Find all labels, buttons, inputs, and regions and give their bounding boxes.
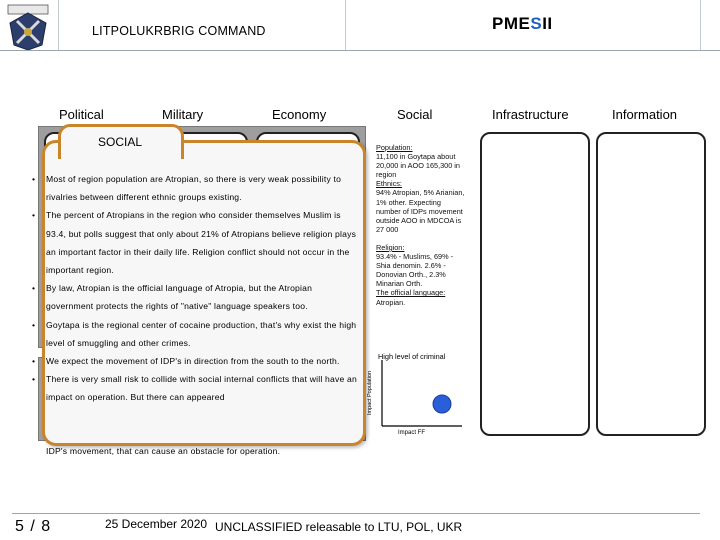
bullet-item: • We expect the movement of IDP's in direction from the south to the north. bbox=[32, 352, 362, 370]
impact-x-label: Impact FF bbox=[398, 430, 426, 436]
information-panel bbox=[596, 132, 706, 436]
slide-date: 25 December 2020 bbox=[105, 517, 208, 531]
column-header-economy[interactable]: Economy bbox=[272, 107, 327, 122]
religion-text: 93.4% - Muslims, 69% - Shia denomin. 2.6% - Donovian Orth., 2.3% Minarian Orth. bbox=[376, 252, 454, 289]
column-header-political[interactable]: Political bbox=[59, 107, 104, 122]
impact-y-label: Impact Population bbox=[367, 370, 374, 416]
bullet-item: • By law, Atropian is the official language of Atropia, but the Atropian government protects the rights of "native" language speakers too. bbox=[32, 279, 362, 315]
social-bullets bbox=[32, 170, 362, 407]
header-divider bbox=[0, 50, 720, 51]
ethnics-label: Ethnics: bbox=[376, 179, 402, 189]
infrastructure-panel bbox=[480, 132, 590, 436]
column-header-military[interactable]: Military bbox=[162, 107, 204, 122]
language-label: The official language: bbox=[376, 288, 446, 298]
bullet-item: • There is very small risk to collide with social internal conflicts that will have an impact on operation. But there can appeared bbox=[32, 370, 362, 406]
population-text: 11,100 in Goytapa about 20,000 in AOO 165,300 in region bbox=[376, 152, 460, 180]
crime-label: High level of criminal bbox=[378, 352, 446, 361]
ethnics-text: 94% Atropian, 5% Arianian, 1% other. Expecting number of IDPs movement outside AOO in MDCOA is 27 000 bbox=[376, 188, 465, 234]
pmesii-title: PMESII bbox=[492, 14, 553, 33]
bullet-item: • Most of region population are Atropian, so there is very weak possibility to rivalries between different ethnic groups existing. bbox=[32, 170, 362, 206]
bullet-item: • The percent of Atropians in the region who consider themselves Muslim is 93.4, but polls suggest that only about 21% of Atropians believe religion plays an important factor in their daily life. Religion conflict should not occur in the important region. bbox=[32, 206, 362, 279]
page-number: 5 / 8 bbox=[15, 518, 52, 535]
impact-matrix bbox=[367, 352, 470, 438]
population-label: Population: bbox=[376, 143, 413, 152]
footer-divider bbox=[12, 513, 700, 514]
column-header-infrastructure[interactable]: Infrastructure bbox=[492, 107, 569, 122]
command-title: LITPOLUKRBRIG COMMAND bbox=[92, 24, 266, 38]
social-summary bbox=[376, 143, 466, 307]
classification-label: UNCLASSIFIED releasable to LTU, POL, UKR bbox=[215, 520, 463, 534]
bullet-continuation: IDP's movement, that can cause an obstacle for operation. bbox=[46, 446, 281, 456]
religion-label: Religion: bbox=[376, 242, 405, 252]
social-popup-title: SOCIAL bbox=[98, 135, 143, 149]
impact-marker bbox=[433, 395, 451, 413]
column-header-information[interactable]: Information bbox=[612, 107, 678, 122]
bullet-item: • Goytapa is the regional center of cocaine production, that's why exist the high level of smuggling and other crimes. bbox=[32, 316, 362, 352]
brigade-emblem-icon bbox=[4, 3, 52, 51]
language-text: Atropian. bbox=[376, 297, 406, 307]
column-header-social[interactable]: Social bbox=[397, 107, 433, 122]
